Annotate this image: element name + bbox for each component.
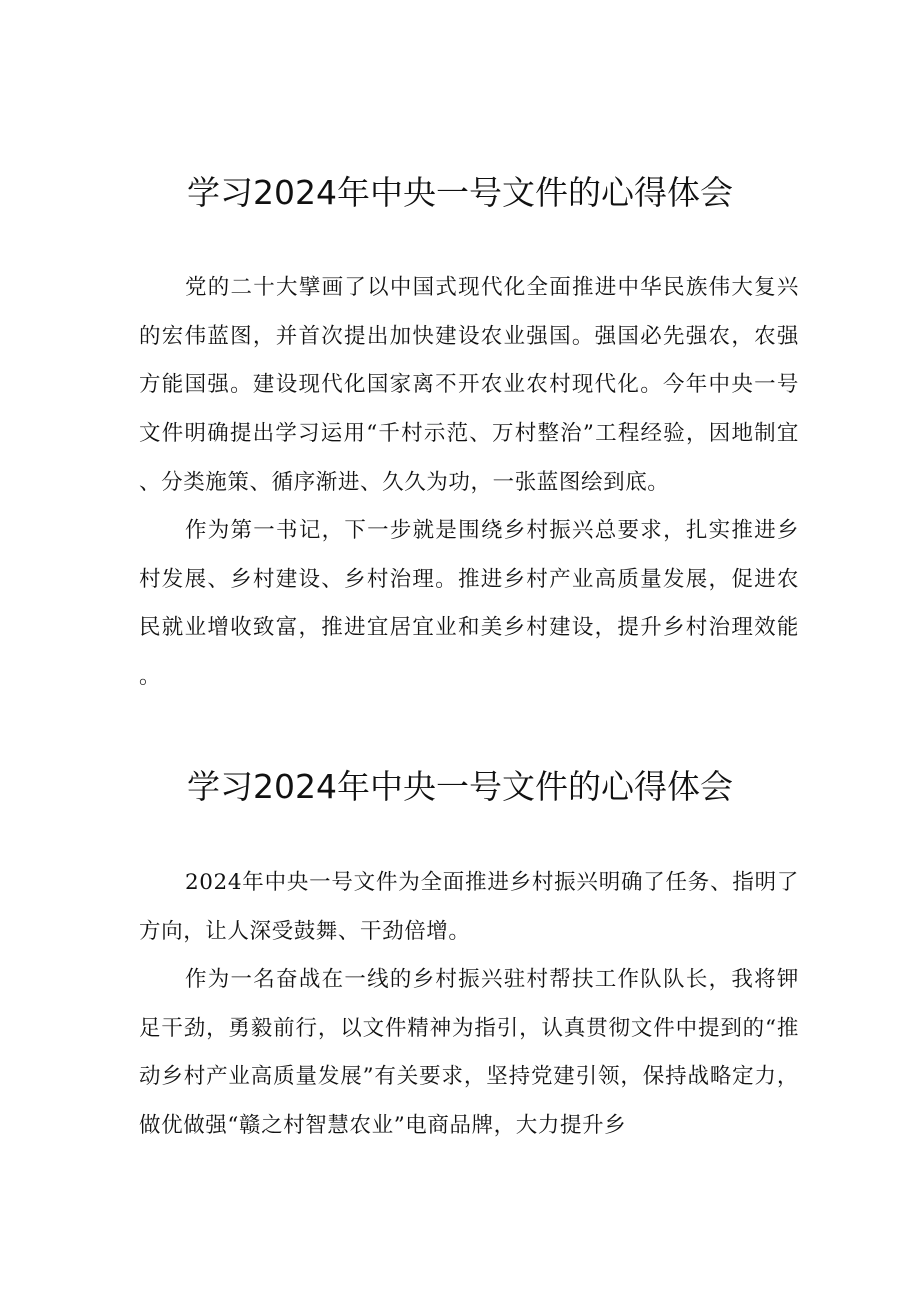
- body-paragraph: 党的二十大擘画了以中国式现代化全面推进中华民族伟大复兴的宏伟蓝图，并首次提出加快建设农业强国。强国必先强农，农强方能国强。建设现代化国家离不开农业农村现代化。今年中央一号文件明确提出学习运用“千村示范、万村整治”工程经验，因地制宜、分类施策、循序渐进、久久为功，一张蓝图绘到底。: [139, 275, 799, 495]
- body-paragraph: 作为一名奋战在一线的乡村振兴驻村帮扶工作队队长，我将钾足干劲，勇毅前行，以文件精神为指引，认真贯彻文件中提到的“推动乡村产业高质量发展”有关要求，坚持党建引领，保持战略定力，做优做强“赣之村智慧农业”电商品牌，大力提升乡: [139, 967, 799, 1139]
- body-paragraph: 作为第一书记，下一步就是围绕乡村振兴总要求，扎实推进乡村发展、乡村建设、乡村治理。推进乡村产业高质量发展，促进农民就业增收致富，推进宜居宜业和美乡村建设，提升乡村治理效能。: [139, 518, 799, 690]
- body-paragraph: 2024年中央一号文件为全面推进乡村振兴明确了任务、指明了方向，让人深受鼓舞、干劲倍增。: [139, 870, 799, 944]
- section-title: 学习2024年中央一号文件的心得体会: [187, 173, 733, 212]
- section-title: 学习2024年中央一号文件的心得体会: [187, 767, 733, 806]
